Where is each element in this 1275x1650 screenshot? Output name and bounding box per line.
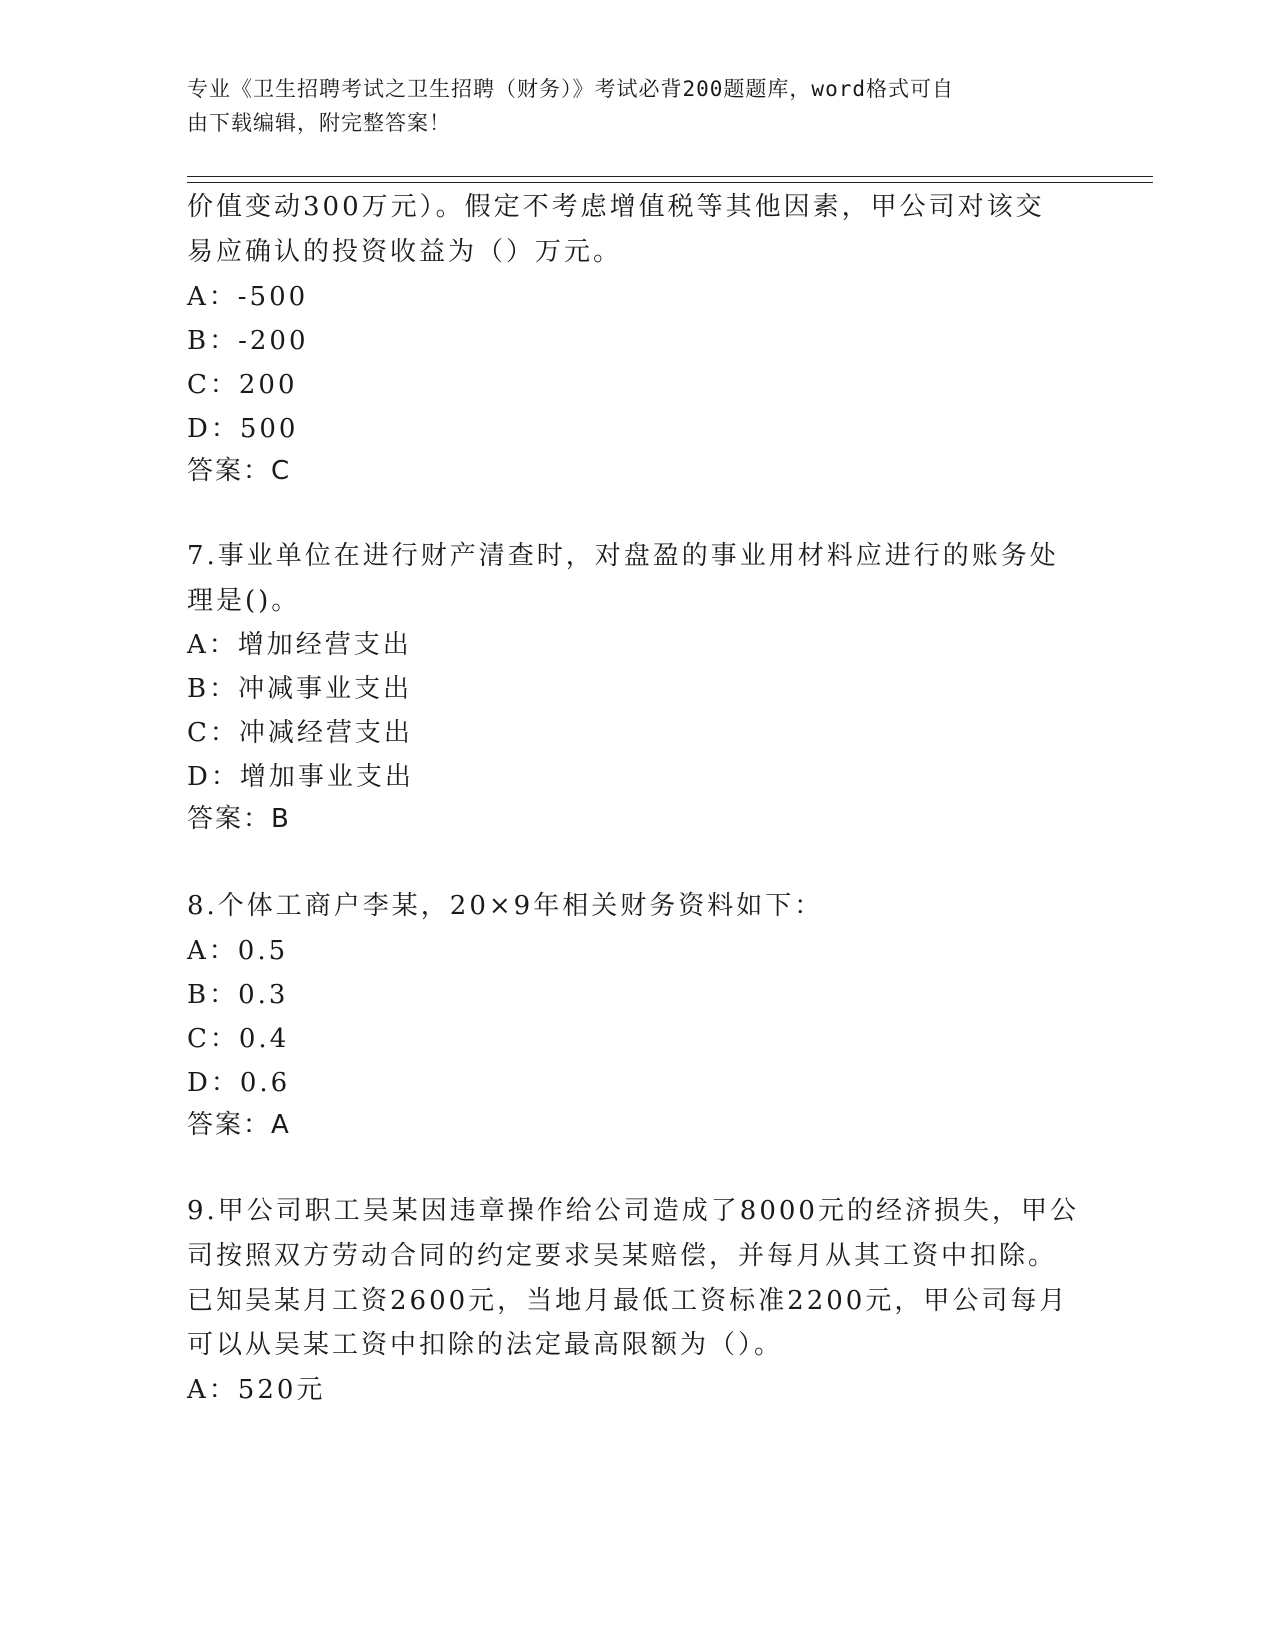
question-6-option-c: C：200 (187, 370, 298, 400)
question-8-answer: 答案：A (187, 1110, 291, 1140)
header-divider-top (187, 176, 1153, 177)
question-7-option-b: B：冲减事业支出 (187, 674, 413, 704)
question-8-option-a: A：0.5 (187, 936, 289, 966)
header-divider-bottom (187, 182, 1153, 183)
question-8-option-d: D：0.6 (187, 1068, 291, 1098)
question-8-text-line-1: 8.个体工商户李某，20×9年相关财务资料如下： (187, 891, 824, 921)
question-6-text-line-1: 价值变动300万元）。假定不考虑增值税等其他因素，甲公司对该交 (187, 192, 1045, 222)
header-line-2: 由下载编辑，附完整答案！ (187, 111, 451, 135)
question-6-answer: 答案：C (187, 456, 292, 486)
question-6-option-d: D：500 (187, 414, 299, 444)
question-7-answer: 答案：B (187, 804, 291, 834)
question-8-option-c: C：0.4 (187, 1024, 290, 1054)
question-9-option-a: A：520元 (187, 1375, 326, 1405)
question-7-option-c: C：冲减经营支出 (187, 718, 413, 748)
document-header (187, 72, 1067, 140)
question-7-text-line-1: 7.事业单位在进行财产清查时，对盘盈的事业用材料应进行的账务处 (187, 541, 1059, 571)
question-9-text-line-1: 9.甲公司职工吴某因违章操作给公司造成了8000元的经济损失，甲公 (187, 1196, 1079, 1226)
question-6-option-a: A：-500 (187, 282, 309, 312)
question-6-option-b: B：-200 (187, 326, 309, 356)
question-7-option-a: A：增加经营支出 (187, 630, 412, 660)
header-line-1: 专业《卫生招聘考试之卫生招聘（财务）》考试必背200题题库，word格式可自 (187, 77, 954, 101)
question-7-option-d: D：增加事业支出 (187, 762, 414, 792)
question-9-text-line-4: 可以从吴某工资中扣除的法定最高限额为（）。 (187, 1330, 784, 1360)
question-6-text-line-2: 易应确认的投资收益为（）万元。 (187, 237, 623, 267)
question-8-option-b: B：0.3 (187, 980, 289, 1010)
question-7-text-line-2: 理是()。 (187, 586, 301, 616)
question-9-text-line-3: 已知吴某月工资2600元，当地月最低工资标准2200元，甲公司每月 (187, 1286, 1069, 1316)
question-9-text-line-2: 司按照双方劳动合同的约定要求吴某赔偿，并每月从其工资中扣除。 (187, 1241, 1058, 1271)
